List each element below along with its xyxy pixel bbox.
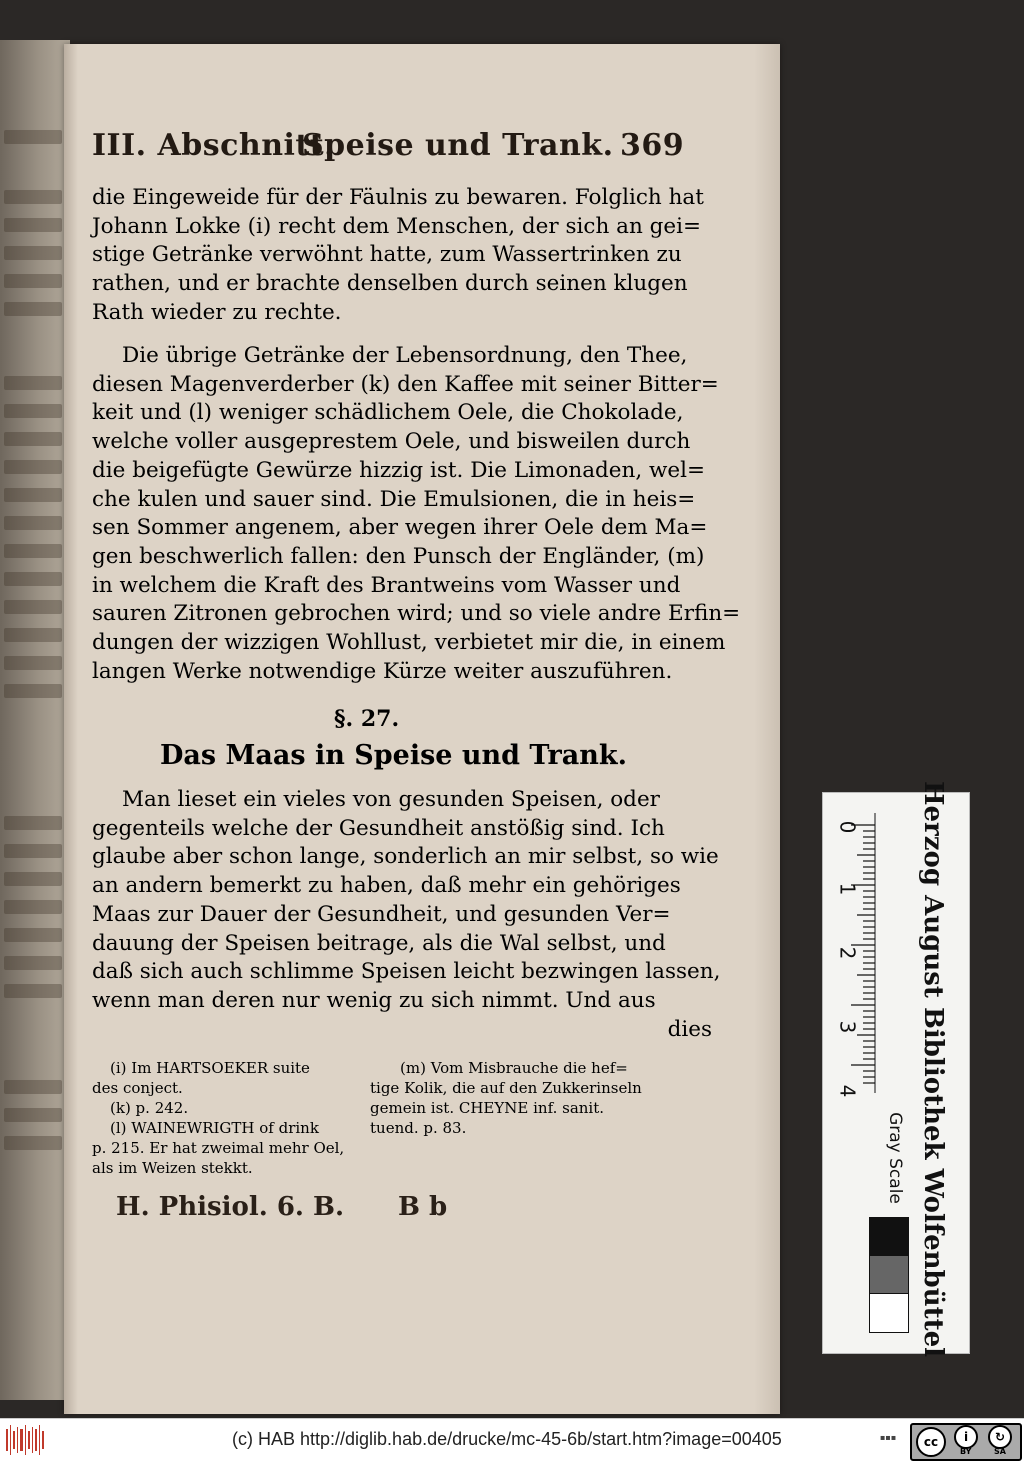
- text-line: in welchem die Kraft des Brantweins vom Wasser und: [92, 572, 681, 598]
- footnote-line: gemein ist. CHEYNE inf. sanit.: [370, 1099, 605, 1117]
- section-title: Das Maas in Speise und Trank.: [160, 740, 627, 771]
- ruler-number: 1: [835, 882, 860, 896]
- text-line: stige Getränke verwöhnt hatte, zum Wassertrinken zu: [92, 242, 682, 268]
- footnote-line: p. 215. Er hat zweimal mehr Oel,: [92, 1139, 345, 1157]
- footnote-line: (k) p. 242.: [110, 1099, 189, 1117]
- text-line: keit und (l) weniger schädlichem Oele, die Chokolade,: [92, 400, 684, 426]
- footnote-line: als im Weizen stekkt.: [92, 1159, 253, 1177]
- text-line: daß sich auch schlimme Speisen leicht bezwingen lassen,: [92, 959, 721, 985]
- text-line: Die übrige Getränke der Lebensordnung, den Thee,: [122, 343, 688, 368]
- section-number: §. 27.: [334, 706, 400, 732]
- text-line: diesen Magenverderber (k) den Kaffee mit seiner Bitter=: [92, 371, 719, 397]
- footnote-line: tuend. p. 83.: [370, 1119, 467, 1137]
- text-line: langen Werke notwendige Kürze weiter auszuführen.: [92, 658, 673, 684]
- footnote-line: tige Kolik, die auf den Zukkerinseln: [370, 1079, 642, 1097]
- paragraph-3: [92, 786, 721, 1044]
- footnotes-right: [370, 1058, 710, 1138]
- footnote-line: (m) Vom Misbrauche die hef=: [400, 1059, 628, 1077]
- paragraph-1: [92, 184, 712, 328]
- page-number: 369: [620, 128, 685, 163]
- footnote-line: des conject.: [92, 1079, 183, 1097]
- sa-label: SA: [994, 1447, 1006, 1456]
- text-line: che kulen und sauer sind. Die Emulsionen, die in heis=: [92, 486, 696, 512]
- gray-swatch-black: [869, 1217, 909, 1257]
- sa-icon: ↻: [988, 1425, 1012, 1449]
- paragraph-2: [92, 342, 741, 686]
- text-line: gegenteils welche der Gesundheit anstößig sind. Ich: [92, 815, 665, 841]
- text-line: welche voller ausgeprestem Oele, und bisweilen durch: [92, 429, 691, 455]
- footnote-line: (i) Im HARTSOEKER suite: [110, 1059, 310, 1077]
- text-line: gen beschwerlich fallen: den Punsch der Engländer, (m): [92, 543, 705, 569]
- by-icon: i: [954, 1425, 978, 1449]
- text-line: dungen der wizzigen Wohllust, verbietet mir die, in einem: [92, 630, 726, 656]
- text-line: Johann Lokke (i) recht dem Menschen, der sich an gei=: [92, 213, 702, 239]
- running-header: [92, 128, 712, 168]
- facing-page-edge: [0, 40, 70, 1400]
- ruler-number: 4: [835, 1084, 860, 1098]
- ruler-number: 0: [835, 820, 860, 834]
- license-badge[interactable]: [910, 1423, 1022, 1461]
- page-heading: Speise und Trank.: [302, 128, 614, 163]
- cc-icon: cc: [916, 1427, 946, 1457]
- text-line: an andern bemerkt zu haben, daß mehr ein gehöriges: [92, 873, 681, 899]
- gray-scale-label: Gray Scale: [885, 1112, 905, 1204]
- library-name: Herzog August Bibliothek Wolfenbüttel: [918, 780, 948, 1358]
- gray-swatch-white: [869, 1293, 909, 1333]
- text-line: Man lieset ein vieles von gesunden Speisen, oder: [122, 787, 660, 812]
- text-line: wenn man deren nur wenig zu sich nimmt. Und aus: [92, 987, 656, 1013]
- text-line: die Eingeweide für der Fäulnis zu bewaren. Folglich hat: [92, 185, 704, 210]
- scale-ruler: [822, 780, 970, 1358]
- gathering-mark: B b: [398, 1192, 448, 1222]
- text-line: glaube aber schon lange, sonderlich an mir selbst, so wie: [92, 844, 719, 870]
- book-page: [64, 44, 780, 1414]
- catchword: dies: [667, 1016, 712, 1042]
- signature-mark: H. Phisiol. 6. B.: [116, 1192, 345, 1222]
- text-line: sauren Zitronen gebrochen wird; und so viele andre Erfin=: [92, 601, 741, 627]
- text-line: sen Sommer angenem, aber wegen ihrer Oele dem Ma=: [92, 515, 708, 541]
- copyright-link[interactable]: (c) HAB http://diglib.hab.de/drucke/mc-45-6b/start.htm?image=00405: [232, 1429, 782, 1449]
- text-line: Maas zur Dauer der Gesundheit, und gesunden Ver=: [92, 901, 671, 927]
- text-line: die beigefügte Gewürze hizzig ist. Die Limonaden, wel=: [92, 457, 706, 483]
- gray-swatch-mid: [869, 1255, 909, 1295]
- by-label: BY: [960, 1447, 972, 1456]
- ruler-number: 3: [835, 1020, 860, 1034]
- chapter-heading: III. Abschnitt.: [92, 128, 336, 163]
- text-line: rathen, und er brachte denselben durch seinen klugen: [92, 271, 688, 297]
- footnote-line: (l) WAINEWRIGTH of drink: [110, 1119, 319, 1137]
- text-line: dauung der Speisen beitrage, als die Wal selbst, und: [92, 930, 666, 956]
- text-line: Rath wieder zu rechte.: [92, 299, 342, 325]
- footnotes-left: [92, 1058, 362, 1178]
- ruler-number: 2: [835, 946, 860, 960]
- barcode-icon: [6, 1425, 46, 1455]
- ruler-ticks: [823, 813, 903, 1113]
- footer-bar: (c) HAB http://diglib.hab.de/drucke/mc-45-6b/start.htm?image=00405 ▪▪▪ cc i ↻ BY SA: [0, 1418, 1024, 1461]
